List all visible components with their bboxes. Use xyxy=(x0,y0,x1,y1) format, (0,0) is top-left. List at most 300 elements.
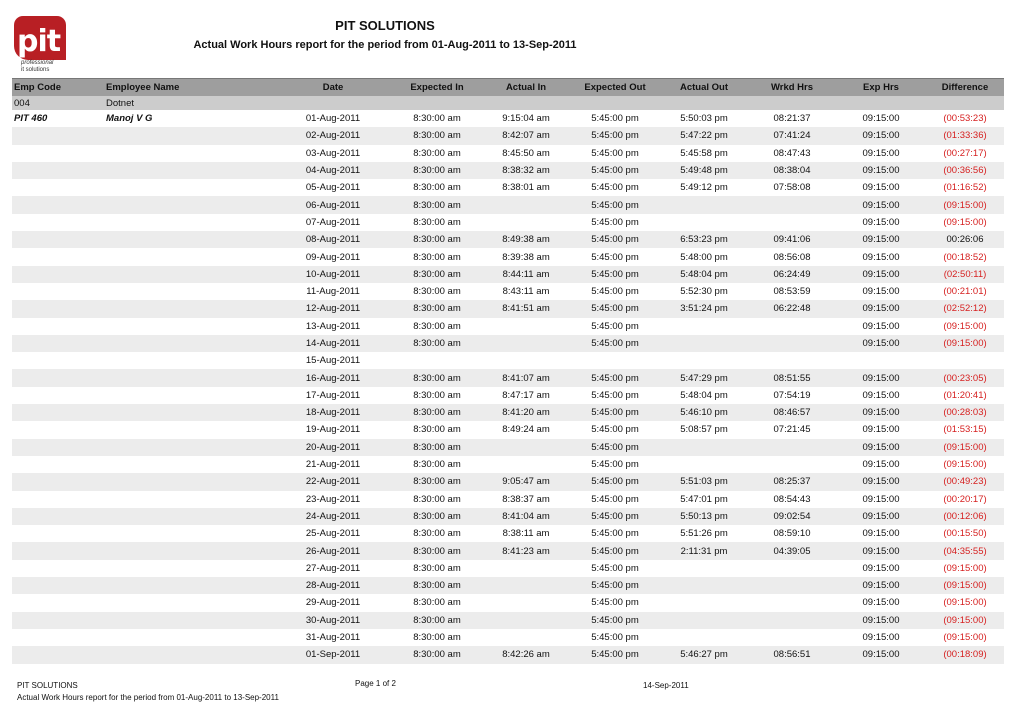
exp-hrs-cell: 09:15:00 xyxy=(862,182,900,194)
expected-in-cell: 8:30:00 am xyxy=(413,459,461,471)
difference-cell: (01:33:36) xyxy=(926,127,1004,144)
expected-out-cell: 5:45:00 pm xyxy=(570,335,660,352)
table-body xyxy=(12,96,1004,664)
employee-name-cell xyxy=(104,283,274,300)
date-cell: 23-Aug-2011 xyxy=(305,493,361,505)
table-row xyxy=(12,404,1004,421)
date-cell: 25-Aug-2011 xyxy=(305,528,361,540)
exp-hrs-cell: 09:15:00 xyxy=(862,216,900,228)
table-row xyxy=(12,560,1004,577)
expected-out-cell: 5:45:00 pm xyxy=(591,286,639,298)
difference-cell: (09:15:00) xyxy=(943,562,987,574)
date-cell: 07-Aug-2011 xyxy=(305,216,361,228)
date-cell: 19-Aug-2011 xyxy=(305,424,361,436)
wrkd-hrs-cell xyxy=(748,318,836,335)
date-cell: 12-Aug-2011 xyxy=(274,300,392,317)
exp-hrs-cell: 09:15:00 xyxy=(862,424,900,436)
expected-in-cell: 8:30:00 am xyxy=(392,508,482,525)
emp-code-cell xyxy=(12,646,104,663)
col-header-actual-out: Actual Out xyxy=(660,79,748,96)
actual-in-cell: 8:38:11 am xyxy=(502,528,550,540)
employee-name-cell xyxy=(104,300,274,317)
employee-name-cell xyxy=(104,577,274,594)
actual-out-cell: 5:47:29 pm xyxy=(660,369,748,386)
difference-cell: (00:27:17) xyxy=(943,147,987,159)
date-cell: 13-Aug-2011 xyxy=(305,320,361,332)
actual-in-cell xyxy=(482,439,570,456)
expected-out-cell: 5:45:00 pm xyxy=(570,266,660,283)
difference-cell: (09:15:00) xyxy=(943,320,987,332)
exp-hrs-cell: 09:15:00 xyxy=(862,528,900,540)
expected-out-cell: 5:45:00 pm xyxy=(591,113,639,125)
expected-in-cell: 8:30:00 am xyxy=(413,632,461,644)
department-row-fill xyxy=(274,96,1004,110)
table-row xyxy=(12,491,1004,508)
expected-in-cell: 8:30:00 am xyxy=(413,493,461,505)
col-header-actual-in: Actual In xyxy=(482,79,570,96)
table-row xyxy=(12,248,1004,265)
actual-in-cell: 8:47:17 am xyxy=(502,389,550,401)
difference-cell: (09:15:00) xyxy=(943,632,987,644)
expected-out-cell: 5:45:00 pm xyxy=(591,632,639,644)
table-row xyxy=(12,646,1004,663)
table-row xyxy=(12,145,1004,162)
exp-hrs-cell: 09:15:00 xyxy=(862,459,900,471)
expected-out-cell: 5:45:00 pm xyxy=(591,459,639,471)
date-cell: 04-Aug-2011 xyxy=(274,162,392,179)
expected-out-cell: 5:45:00 pm xyxy=(591,147,639,159)
actual-in-cell: 8:41:20 am xyxy=(482,404,570,421)
emp-code-cell xyxy=(12,231,104,248)
employee-name-cell xyxy=(104,473,274,490)
emp-code-cell xyxy=(12,629,104,646)
expected-in-cell: 8:30:00 am xyxy=(392,162,482,179)
actual-in-cell xyxy=(482,456,570,473)
footer-print-date: 14-Sep-2011 xyxy=(643,681,689,690)
wrkd-hrs-cell: 08:38:04 xyxy=(748,162,836,179)
expected-out-cell: 5:45:00 pm xyxy=(570,369,660,386)
actual-out-cell: 5:47:22 pm xyxy=(660,127,748,144)
emp-code-cell xyxy=(12,456,104,473)
actual-out-cell: 5:52:30 pm xyxy=(680,286,728,298)
difference-cell xyxy=(926,352,1004,369)
wrkd-hrs-cell: 09:41:06 xyxy=(748,231,836,248)
date-cell: 11-Aug-2011 xyxy=(306,286,360,298)
difference-cell: (00:12:06) xyxy=(926,508,1004,525)
date-cell: 01-Aug-2011 xyxy=(305,113,361,125)
employee-name-cell xyxy=(104,145,274,162)
emp-code-cell xyxy=(12,179,104,196)
difference-cell: (04:35:55) xyxy=(926,542,1004,559)
exp-hrs-cell: 09:15:00 xyxy=(836,335,926,352)
emp-code-cell xyxy=(12,300,104,317)
difference-cell: (00:18:09) xyxy=(926,646,1004,663)
emp-code-cell xyxy=(12,404,104,421)
employee-name-cell xyxy=(104,491,274,508)
expected-in-cell xyxy=(392,352,482,369)
logo-tagline-1: professional xyxy=(21,60,54,66)
exp-hrs-cell: 09:15:00 xyxy=(836,508,926,525)
employee-name-cell xyxy=(104,508,274,525)
wrkd-hrs-cell xyxy=(748,629,836,646)
date-cell: 06-Aug-2011 xyxy=(274,196,392,213)
actual-in-cell xyxy=(482,594,570,611)
employee-name-cell xyxy=(104,248,274,265)
actual-out-cell: 5:51:26 pm xyxy=(680,528,728,540)
actual-in-cell xyxy=(482,629,570,646)
expected-in-cell: 8:30:00 am xyxy=(392,196,482,213)
actual-out-cell: 6:53:23 pm xyxy=(660,231,748,248)
actual-in-cell: 8:41:23 am xyxy=(482,542,570,559)
difference-cell: (09:15:00) xyxy=(926,612,1004,629)
expected-out-cell: 5:45:00 pm xyxy=(570,577,660,594)
wrkd-hrs-cell: 07:41:24 xyxy=(748,127,836,144)
col-header-exp-hrs: Exp Hrs xyxy=(836,79,926,96)
expected-out-cell: 5:45:00 pm xyxy=(570,646,660,663)
date-cell: 20-Aug-2011 xyxy=(274,439,392,456)
employee-name-cell xyxy=(104,421,274,438)
difference-cell: (09:15:00) xyxy=(943,459,987,471)
footer-report-title: Actual Work Hours report for the period from 01-Aug-2011 to 13-Sep-2011 xyxy=(17,693,279,702)
table-row xyxy=(12,162,1004,179)
employee-name-cell xyxy=(104,162,274,179)
actual-out-cell xyxy=(660,214,748,231)
wrkd-hrs-cell: 08:53:59 xyxy=(773,286,811,298)
difference-cell: (00:18:52) xyxy=(943,251,987,263)
logo-tagline-2: it solutions xyxy=(21,67,50,73)
expected-in-cell: 8:30:00 am xyxy=(413,216,461,228)
actual-out-cell: 5:08:57 pm xyxy=(680,424,728,436)
actual-in-cell: 8:41:07 am xyxy=(482,369,570,386)
date-cell: 21-Aug-2011 xyxy=(305,459,361,471)
exp-hrs-cell: 09:15:00 xyxy=(836,196,926,213)
employee-name-cell xyxy=(104,179,274,196)
employee-name-cell xyxy=(104,387,274,404)
col-header-expected-out: Expected Out xyxy=(570,79,660,96)
exp-hrs-cell: 09:15:00 xyxy=(836,646,926,663)
difference-cell: (00:36:56) xyxy=(926,162,1004,179)
date-cell: 22-Aug-2011 xyxy=(274,473,392,490)
employee-name-cell: Manoj V G xyxy=(106,113,153,125)
table-row xyxy=(12,629,1004,646)
expected-in-cell: 8:30:00 am xyxy=(392,439,482,456)
employee-name-cell xyxy=(104,266,274,283)
footer-page-number: Page 1 of 2 xyxy=(355,679,396,688)
table-row xyxy=(12,335,1004,352)
emp-code-cell xyxy=(12,352,104,369)
expected-in-cell: 8:30:00 am xyxy=(392,404,482,421)
expected-in-cell: 8:30:00 am xyxy=(413,320,461,332)
expected-in-cell: 8:30:00 am xyxy=(413,528,461,540)
exp-hrs-cell: 09:15:00 xyxy=(836,612,926,629)
difference-cell: (09:15:00) xyxy=(943,216,987,228)
difference-cell: 00:26:06 xyxy=(926,231,1004,248)
difference-cell: (00:20:17) xyxy=(943,493,987,505)
actual-out-cell: 5:48:04 pm xyxy=(680,389,728,401)
actual-in-cell xyxy=(482,318,570,335)
expected-out-cell: 5:45:00 pm xyxy=(591,562,639,574)
actual-out-cell: 5:50:13 pm xyxy=(660,508,748,525)
date-cell: 01-Sep-2011 xyxy=(274,646,392,663)
expected-in-cell: 8:30:00 am xyxy=(392,542,482,559)
expected-in-cell: 8:30:00 am xyxy=(392,266,482,283)
table-row xyxy=(12,594,1004,611)
wrkd-hrs-cell: 07:58:08 xyxy=(773,182,811,194)
expected-out-cell: 5:45:00 pm xyxy=(570,508,660,525)
wrkd-hrs-cell xyxy=(748,335,836,352)
actual-out-cell: 5:48:04 pm xyxy=(660,266,748,283)
expected-in-cell: 8:30:00 am xyxy=(413,113,461,125)
actual-in-cell: 8:38:01 am xyxy=(502,182,550,194)
expected-in-cell: 8:30:00 am xyxy=(413,286,461,298)
date-cell: 14-Aug-2011 xyxy=(274,335,392,352)
employee-name-cell xyxy=(104,456,274,473)
expected-out-cell: 5:45:00 pm xyxy=(570,127,660,144)
emp-code-cell xyxy=(12,283,104,300)
expected-in-cell: 8:30:00 am xyxy=(392,369,482,386)
emp-code-cell xyxy=(12,387,104,404)
expected-out-cell: 5:45:00 pm xyxy=(570,612,660,629)
actual-in-cell xyxy=(482,612,570,629)
actual-out-cell: 5:51:03 pm xyxy=(660,473,748,490)
exp-hrs-cell: 09:15:00 xyxy=(836,266,926,283)
wrkd-hrs-cell: 09:02:54 xyxy=(748,508,836,525)
expected-in-cell: 8:30:00 am xyxy=(413,562,461,574)
actual-in-cell xyxy=(482,352,570,369)
exp-hrs-cell xyxy=(836,352,926,369)
expected-out-cell: 5:45:00 pm xyxy=(570,404,660,421)
difference-cell: (01:53:15) xyxy=(943,424,987,436)
expected-out-cell: 5:45:00 pm xyxy=(591,424,639,436)
actual-out-cell xyxy=(660,629,748,646)
emp-code-cell xyxy=(12,214,104,231)
actual-in-cell xyxy=(482,577,570,594)
difference-cell: (00:28:03) xyxy=(926,404,1004,421)
actual-in-cell xyxy=(482,560,570,577)
date-cell: 03-Aug-2011 xyxy=(305,147,361,159)
difference-cell: (00:23:05) xyxy=(926,369,1004,386)
difference-cell: (00:49:23) xyxy=(926,473,1004,490)
table-row xyxy=(12,110,1004,127)
actual-out-cell: 5:46:27 pm xyxy=(660,646,748,663)
wrkd-hrs-cell: 08:59:10 xyxy=(773,528,811,540)
difference-cell: (00:53:23) xyxy=(943,113,987,125)
date-cell: 30-Aug-2011 xyxy=(274,612,392,629)
col-header-expected-in: Expected In xyxy=(392,79,482,96)
table-header-row xyxy=(12,79,1004,96)
expected-in-cell: 8:30:00 am xyxy=(392,612,482,629)
emp-code-cell xyxy=(12,248,104,265)
actual-out-cell xyxy=(660,560,748,577)
table-row xyxy=(12,196,1004,213)
wrkd-hrs-cell xyxy=(748,456,836,473)
exp-hrs-cell: 09:15:00 xyxy=(862,286,900,298)
actual-in-cell: 8:44:11 am xyxy=(482,266,570,283)
wrkd-hrs-cell xyxy=(748,612,836,629)
table-row xyxy=(12,300,1004,317)
expected-in-cell: 8:30:00 am xyxy=(413,182,461,194)
expected-out-cell: 5:45:00 pm xyxy=(570,162,660,179)
wrkd-hrs-cell xyxy=(748,577,836,594)
table-row xyxy=(12,612,1004,629)
emp-code-cell xyxy=(12,612,104,629)
wrkd-hrs-cell: 06:22:48 xyxy=(748,300,836,317)
expected-out-cell: 5:45:00 pm xyxy=(570,473,660,490)
date-cell: 17-Aug-2011 xyxy=(305,389,361,401)
wrkd-hrs-cell: 04:39:05 xyxy=(748,542,836,559)
department-code: 004 xyxy=(12,96,104,110)
emp-code-cell xyxy=(12,369,104,386)
actual-out-cell: 5:49:12 pm xyxy=(680,182,728,194)
table-row xyxy=(12,266,1004,283)
expected-in-cell: 8:30:00 am xyxy=(392,300,482,317)
date-cell: 05-Aug-2011 xyxy=(305,182,361,194)
employee-name-cell xyxy=(104,352,274,369)
difference-cell: (09:15:00) xyxy=(926,335,1004,352)
wrkd-hrs-cell: 08:46:57 xyxy=(748,404,836,421)
col-header-date: Date xyxy=(274,79,392,96)
wrkd-hrs-cell: 06:24:49 xyxy=(748,266,836,283)
date-cell: 26-Aug-2011 xyxy=(274,542,392,559)
expected-out-cell: 5:45:00 pm xyxy=(570,542,660,559)
table-row xyxy=(12,456,1004,473)
expected-out-cell: 5:45:00 pm xyxy=(570,439,660,456)
wrkd-hrs-cell xyxy=(748,196,836,213)
table-row xyxy=(12,127,1004,144)
emp-code-cell xyxy=(12,577,104,594)
table-row xyxy=(12,352,1004,369)
date-cell: 02-Aug-2011 xyxy=(274,127,392,144)
actual-in-cell: 8:42:26 am xyxy=(482,646,570,663)
employee-name-cell xyxy=(104,612,274,629)
table-row xyxy=(12,214,1004,231)
difference-cell: (00:21:01) xyxy=(943,286,987,298)
actual-in-cell: 8:49:24 am xyxy=(502,424,550,436)
expected-in-cell: 8:30:00 am xyxy=(392,577,482,594)
exp-hrs-cell: 09:15:00 xyxy=(836,542,926,559)
exp-hrs-cell: 09:15:00 xyxy=(836,231,926,248)
emp-code-cell xyxy=(12,127,104,144)
emp-code-cell xyxy=(12,525,104,542)
wrkd-hrs-cell xyxy=(748,594,836,611)
expected-out-cell: 5:45:00 pm xyxy=(591,320,639,332)
actual-out-cell xyxy=(660,335,748,352)
exp-hrs-cell: 09:15:00 xyxy=(862,597,900,609)
department-row xyxy=(12,96,1004,110)
employee-name-cell xyxy=(104,542,274,559)
date-cell: 15-Aug-2011 xyxy=(305,355,361,367)
actual-in-cell: 8:43:11 am xyxy=(502,286,550,298)
wrkd-hrs-cell: 08:25:37 xyxy=(748,473,836,490)
expected-out-cell: 5:45:00 pm xyxy=(591,216,639,228)
col-header-difference: Difference xyxy=(926,79,1004,96)
expected-in-cell: 8:30:00 am xyxy=(413,251,461,263)
employee-name-cell xyxy=(104,335,274,352)
difference-cell: (00:15:50) xyxy=(943,528,987,540)
employee-name-cell xyxy=(104,404,274,421)
emp-code-cell xyxy=(12,473,104,490)
difference-cell: (09:15:00) xyxy=(926,196,1004,213)
wrkd-hrs-cell xyxy=(748,214,836,231)
date-cell: 16-Aug-2011 xyxy=(274,369,392,386)
expected-in-cell: 8:30:00 am xyxy=(413,147,461,159)
actual-in-cell xyxy=(482,196,570,213)
wrkd-hrs-cell xyxy=(748,439,836,456)
actual-out-cell xyxy=(660,577,748,594)
employee-name-cell xyxy=(104,231,274,248)
col-header-emp-code: Emp Code xyxy=(12,79,104,96)
emp-code-cell xyxy=(12,145,104,162)
table-row xyxy=(12,525,1004,542)
employee-name-cell xyxy=(104,214,274,231)
actual-out-cell: 2:11:31 pm xyxy=(660,542,748,559)
table-row xyxy=(12,283,1004,300)
wrkd-hrs-cell: 08:21:37 xyxy=(773,113,811,125)
exp-hrs-cell: 09:15:00 xyxy=(862,389,900,401)
difference-cell: (09:15:00) xyxy=(943,597,987,609)
emp-code-cell xyxy=(12,491,104,508)
employee-name-cell xyxy=(104,196,274,213)
wrkd-hrs-cell: 07:54:19 xyxy=(773,389,811,401)
emp-code-cell xyxy=(12,196,104,213)
actual-in-cell: 8:38:37 am xyxy=(502,493,550,505)
employee-name-cell xyxy=(104,439,274,456)
table-row xyxy=(12,473,1004,490)
expected-out-cell: 5:45:00 pm xyxy=(591,251,639,263)
employee-name-cell xyxy=(104,127,274,144)
exp-hrs-cell: 09:15:00 xyxy=(862,632,900,644)
wrkd-hrs-cell: 08:54:43 xyxy=(773,493,811,505)
wrkd-hrs-cell: 08:56:08 xyxy=(773,251,811,263)
actual-out-cell: 5:49:48 pm xyxy=(660,162,748,179)
wrkd-hrs-cell: 08:47:43 xyxy=(773,147,811,159)
exp-hrs-cell: 09:15:00 xyxy=(836,162,926,179)
table-row xyxy=(12,439,1004,456)
exp-hrs-cell: 09:15:00 xyxy=(862,493,900,505)
company-title: PIT SOLUTIONS xyxy=(335,18,435,33)
actual-in-cell xyxy=(482,335,570,352)
wrkd-hrs-cell xyxy=(748,560,836,577)
employee-name-cell xyxy=(104,594,274,611)
difference-cell: (01:16:52) xyxy=(943,182,987,194)
exp-hrs-cell: 09:15:00 xyxy=(836,127,926,144)
wrkd-hrs-cell: 07:21:45 xyxy=(773,424,811,436)
expected-in-cell: 8:30:00 am xyxy=(392,646,482,663)
actual-out-cell xyxy=(660,196,748,213)
date-cell: 29-Aug-2011 xyxy=(305,597,361,609)
table-row xyxy=(12,508,1004,525)
employee-name-cell xyxy=(104,560,274,577)
actual-out-cell xyxy=(660,594,748,611)
exp-hrs-cell: 09:15:00 xyxy=(836,577,926,594)
logo-mark xyxy=(14,16,66,60)
actual-in-cell: 8:49:38 am xyxy=(482,231,570,248)
emp-code-cell xyxy=(12,335,104,352)
date-cell: 24-Aug-2011 xyxy=(274,508,392,525)
exp-hrs-cell: 09:15:00 xyxy=(862,320,900,332)
expected-in-cell: 8:30:00 am xyxy=(392,473,482,490)
col-header-wrkd-hrs: Wrkd Hrs xyxy=(748,79,836,96)
expected-in-cell: 8:30:00 am xyxy=(413,389,461,401)
employee-name-cell xyxy=(104,525,274,542)
table-row xyxy=(12,577,1004,594)
expected-out-cell: 5:45:00 pm xyxy=(591,493,639,505)
actual-in-cell: 9:05:47 am xyxy=(482,473,570,490)
expected-out-cell: 5:45:00 pm xyxy=(570,300,660,317)
difference-cell: (02:50:11) xyxy=(926,266,1004,283)
emp-code-cell: PIT 460 xyxy=(14,113,48,125)
table-row xyxy=(12,179,1004,196)
